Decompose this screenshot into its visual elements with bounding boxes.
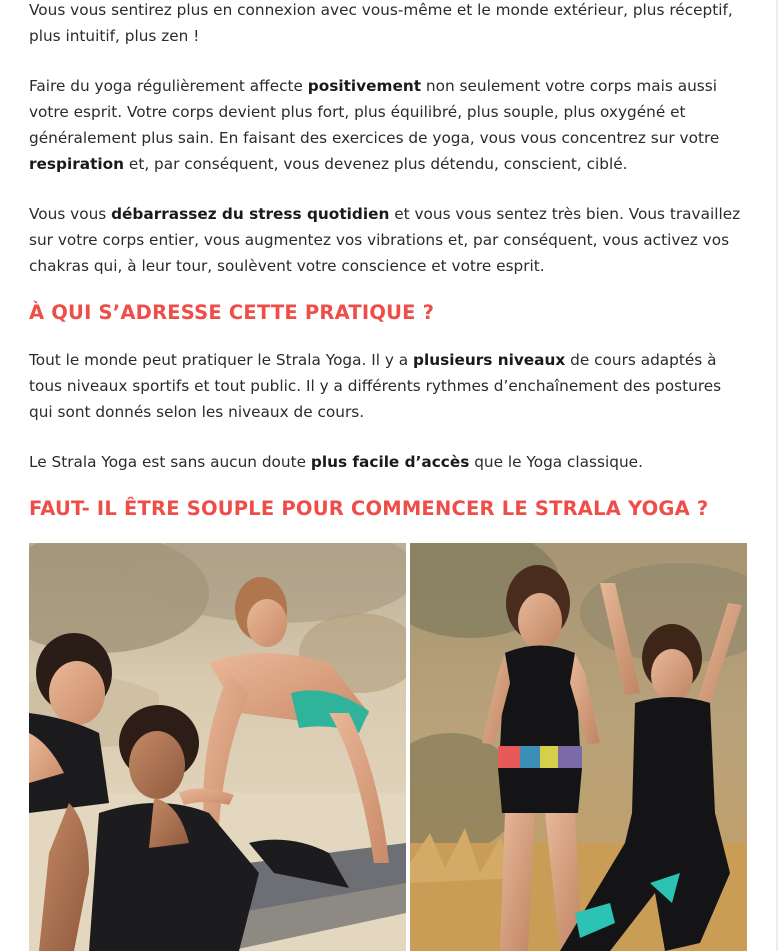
- paragraph-text: et vous vous sentez très bien. Vous travaillez sur votre corps entier, vous augmentez vos vibrations et, par conséquent, vous activez vos chakras qui, à leur tour, soulèvent votre conscience et votre esprit.: [29, 205, 741, 275]
- paragraph-text: que le Yoga classique.: [469, 453, 643, 471]
- paragraph-audience: [29, 347, 749, 425]
- paragraph-connexion: [29, 0, 749, 49]
- bold-text: débarrassez du stress quotidien: [111, 205, 390, 223]
- yoga-warrior-pose-image: [410, 543, 747, 951]
- paragraph-access: [29, 449, 749, 475]
- article-photo: [29, 543, 747, 951]
- bold-text: plusieurs niveaux: [413, 351, 566, 369]
- paragraph-text: non seulement votre corps mais aussi votre esprit. Votre corps devient plus fort, plus équilibré, plus souple, plus oxygéné et généralement plus sain. En faisant des exercices de yoga, vous vous concentrez sur votre: [29, 77, 720, 147]
- paragraph-yoga-benefits: [29, 73, 749, 177]
- paragraph-stress: [29, 201, 749, 279]
- paragraph-text: Vous vous sentirez plus en connexion avec vous-même et le monde extérieur, plus réceptif, plus intuitif, plus zen !: [29, 1, 733, 45]
- paragraph-text: Le Strala Yoga est sans aucun doute: [29, 453, 311, 471]
- section-heading-flexibility: FAUT- IL ÊTRE SOUPLE POUR COMMENCER LE STRALA YOGA ?: [29, 497, 709, 520]
- paragraph-text: Faire du yoga régulièrement affecte: [29, 77, 308, 95]
- section-heading-audience: À QUI S’ADRESSE CETTE PRATIQUE ?: [29, 301, 435, 324]
- yoga-downward-dog-image: [29, 543, 406, 951]
- paragraph-text: Vous vous: [29, 205, 112, 223]
- paragraph-text: de cours adaptés à tous niveaux sportifs et tout public. Il y a différents rythmes d’enchaînement des postures qui sont donnés selon les niveaux de cours.: [29, 351, 722, 421]
- paragraph-text: Tout le monde peut pratiquer le Strala Yoga. Il y a: [29, 351, 414, 369]
- photo-right-panel: [410, 543, 747, 951]
- bold-text: plus facile d’accès: [310, 453, 470, 471]
- paragraph-text: et, par conséquent, vous devenez plus détendu, conscient, ciblé.: [124, 155, 628, 173]
- bold-text: respiration: [29, 155, 125, 173]
- bold-text: positivement: [307, 77, 422, 95]
- photo-left-panel: [29, 543, 406, 951]
